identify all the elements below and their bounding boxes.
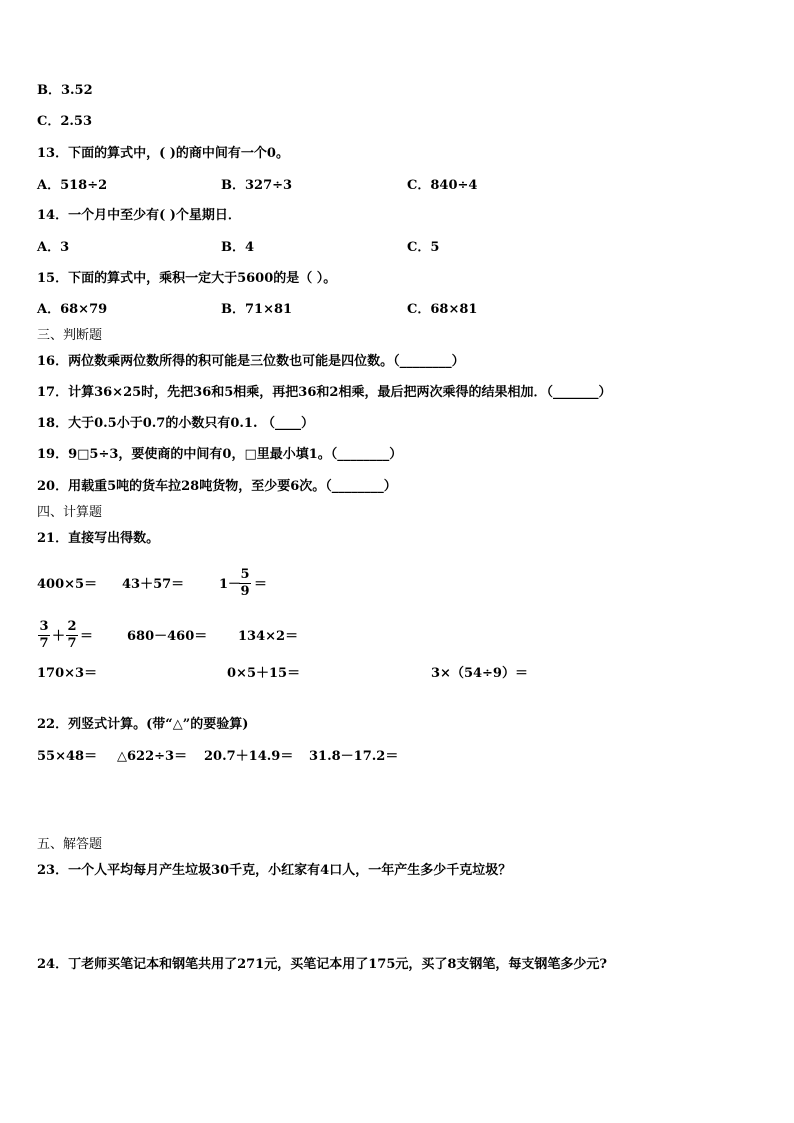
calc21-expr-3-prefix: 1－ xyxy=(219,577,242,592)
calc21-expr-9: 3×（54÷9）＝ xyxy=(431,666,528,681)
question-15: 15．下面的算式中，乘积一定大于5600的是（ ）。 xyxy=(37,271,337,286)
fraction-numerator: 2 xyxy=(67,619,77,634)
fraction-numerator: 5 xyxy=(240,567,250,582)
q15-option-a: A．68×79 xyxy=(37,302,108,317)
q14-option-c: C．5 xyxy=(407,240,440,255)
question-18: 18．大于0.5小于0.7的小数只有0.1. （____） xyxy=(37,416,314,431)
question-16: 16．两位数乘两位数所得的积可能是三位数也可能是四位数。（________） xyxy=(37,354,465,369)
question-17: 17．计算36×25时，先把36和5相乘，再把36和2相乘，最后把两次乘得的结果相加．（_______） xyxy=(37,385,612,400)
calc21-expr-2: 43＋57＝ xyxy=(122,577,185,592)
calc21-expr-5: 680－460＝ xyxy=(127,629,208,644)
section-4-heading: 四、计算题 xyxy=(37,505,103,520)
fraction-denominator: 7 xyxy=(67,636,77,651)
calc21-expr-6: 134×2＝ xyxy=(238,629,299,644)
q13-option-b: B．327÷3 xyxy=(221,178,293,193)
question-22: 22．列竖式计算。(带“△”的要验算) xyxy=(37,717,249,732)
calc21-fraction-3-7 xyxy=(38,620,50,651)
question-24: 24．丁老师买笔记本和钢笔共用了271元，买笔记本用了175元，买了8支钢笔，每支钢笔多少元? xyxy=(37,957,608,972)
q14-option-a: A．3 xyxy=(37,240,70,255)
calc22-expr-2: △622÷3＝ xyxy=(117,749,188,764)
option-b-prev: B．3.52 xyxy=(37,83,93,98)
section-5-heading: 五、解答题 xyxy=(37,837,103,852)
question-19: 19．9□5÷3，要使商的中间有0，□里最小填1。（________） xyxy=(37,447,403,462)
calc21-expr-8: 0×5＋15＝ xyxy=(227,666,301,681)
calc21-plus-sign: ＋ xyxy=(52,629,66,644)
calc22-expr-3: 20.7＋14.9＝ xyxy=(204,749,294,764)
fraction-denominator: 9 xyxy=(240,584,250,599)
q13-option-a: A．518÷2 xyxy=(37,178,108,193)
option-c-prev: C．2.53 xyxy=(37,114,93,129)
question-23: 23．一个人平均每月产生垃圾30千克，小红家有4口人，一年产生多少千克垃圾？ xyxy=(37,863,512,878)
q15-option-c: C．68×81 xyxy=(407,302,478,317)
calc21-expr-7: 170×3＝ xyxy=(37,666,98,681)
q15-option-b: B．71×81 xyxy=(221,302,293,317)
fraction-denominator: 7 xyxy=(39,636,49,651)
calc21-expr-4-equals: ＝ xyxy=(80,629,94,644)
calc21-fraction-5-9 xyxy=(239,568,251,599)
calc21-expr-1: 400×5＝ xyxy=(37,577,98,592)
section-3-heading: 三、判断题 xyxy=(37,328,103,343)
question-21: 21．直接写出得数。 xyxy=(37,531,160,546)
calc21-fraction-2-7 xyxy=(66,620,78,651)
calc22-expr-1: 55×48＝ xyxy=(37,749,98,764)
fraction-numerator: 3 xyxy=(39,619,49,634)
q14-option-b: B．4 xyxy=(221,240,255,255)
calc21-expr-3-equals: ＝ xyxy=(254,577,268,592)
question-14: 14．一个月中至少有( )个星期日． xyxy=(37,208,241,223)
question-20: 20．用载重5吨的货车拉28吨货物，至少要6次。（________） xyxy=(37,479,397,494)
question-13: 13．下面的算式中，( )的商中间有一个0。 xyxy=(37,146,289,161)
q13-option-c: C．840÷4 xyxy=(407,178,478,193)
calc22-expr-4: 31.8－17.2＝ xyxy=(309,749,399,764)
